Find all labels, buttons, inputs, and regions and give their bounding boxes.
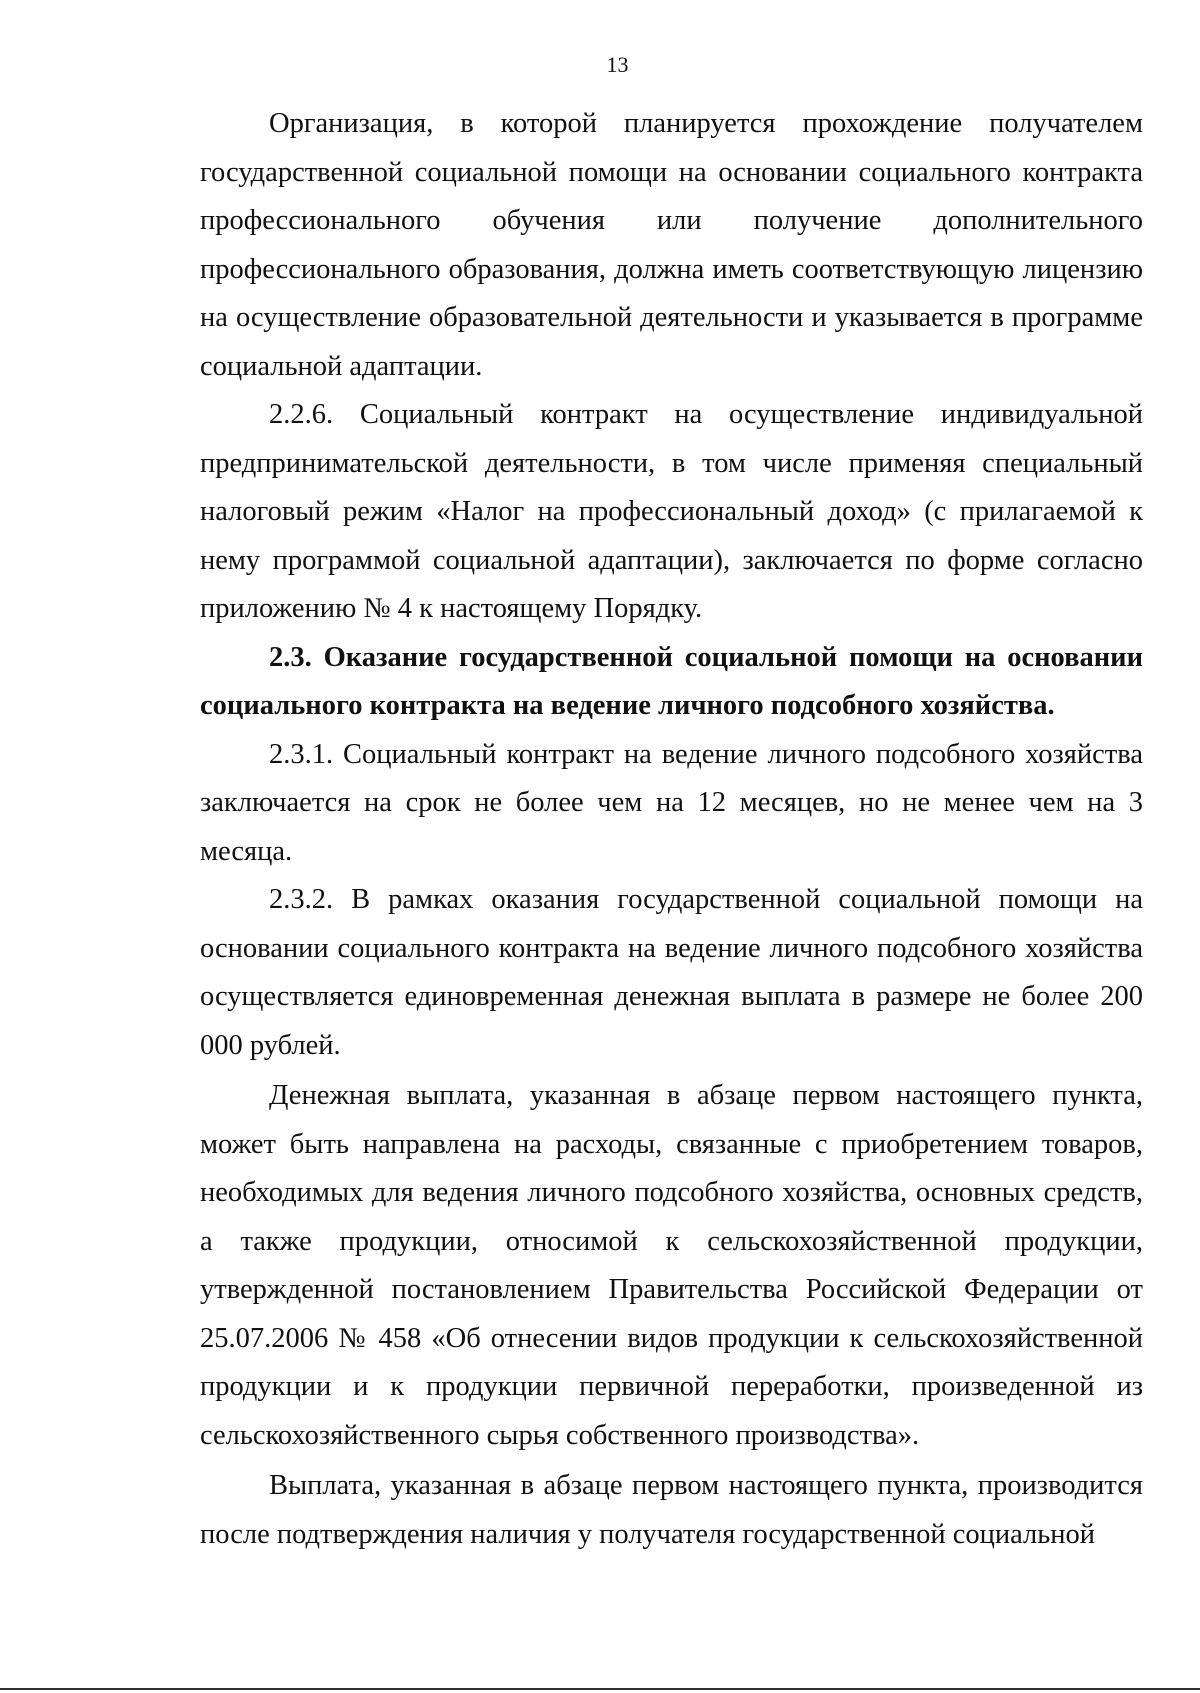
bottom-edge-line [0,1688,1200,1690]
section-heading-2-3: 2.3. Оказание государственной социальной помощи на основании социального контракта на ведение личного подсобного хозяйства. [200,641,1143,721]
paragraph-payment-condition: Выплата, указанная в абзаце первом настоящего пункта, производится после подтверждения наличия у получателя государственной социальной [200,1470,1143,1550]
paragraph-2-2-6: 2.2.6. Социальный контракт на осуществление индивидуальной предпринимательской деятельности, в том числе применяя специальный налоговый режим «Налог на профессиональный доход» (с прилагаемой к нему программой социальной адаптации), заключается по форме согласно приложению № 4 к настоящему Порядку. [200,399,1143,624]
page-number: 13 [606,52,629,77]
document-body [200,100,1143,1559]
paragraph-2-3-2: 2.3.2. В рамках оказания государственной социальной помощи на основании социального контракта на ведение личного подсобного хозяйства осуществляется единовременная денежная выплата в размере не более 200 000 рублей. [200,884,1143,1061]
paragraph-organization-license: Организация, в которой планируется прохождение получателем государственной социальной помощи на основании социального контракта профессионального обучения или получение дополнительного профессионального образования, должна иметь соответствующую лицензию на осуществление образовательной деятельности и указывается в программе социальной адаптации. [200,108,1143,382]
paragraph-payment-purpose: Денежная выплата, указанная в абзаце первом настоящего пункта, может быть направлена на расходы, связанные с приобретением товаров, необходимых для ведения личного подсобного хозяйства, основных средств, а также продукции, относимой к сельскохозяйственной продукции, утвержденной постановлением Правительства Российской Федерации от 25.07.2006 № 458 «Об отнесении видов продукции к сельскохозяйственной продукции и к продукции первичной переработки, произведенной из сельскохозяйственного сырья собственного производства». [200,1080,1143,1451]
paragraph-2-3-1: 2.3.1. Социальный контракт на ведение личного подсобного хозяйства заключается на срок не более чем на 12 месяцев, но не менее чем на 3 месяца. [200,738,1143,867]
